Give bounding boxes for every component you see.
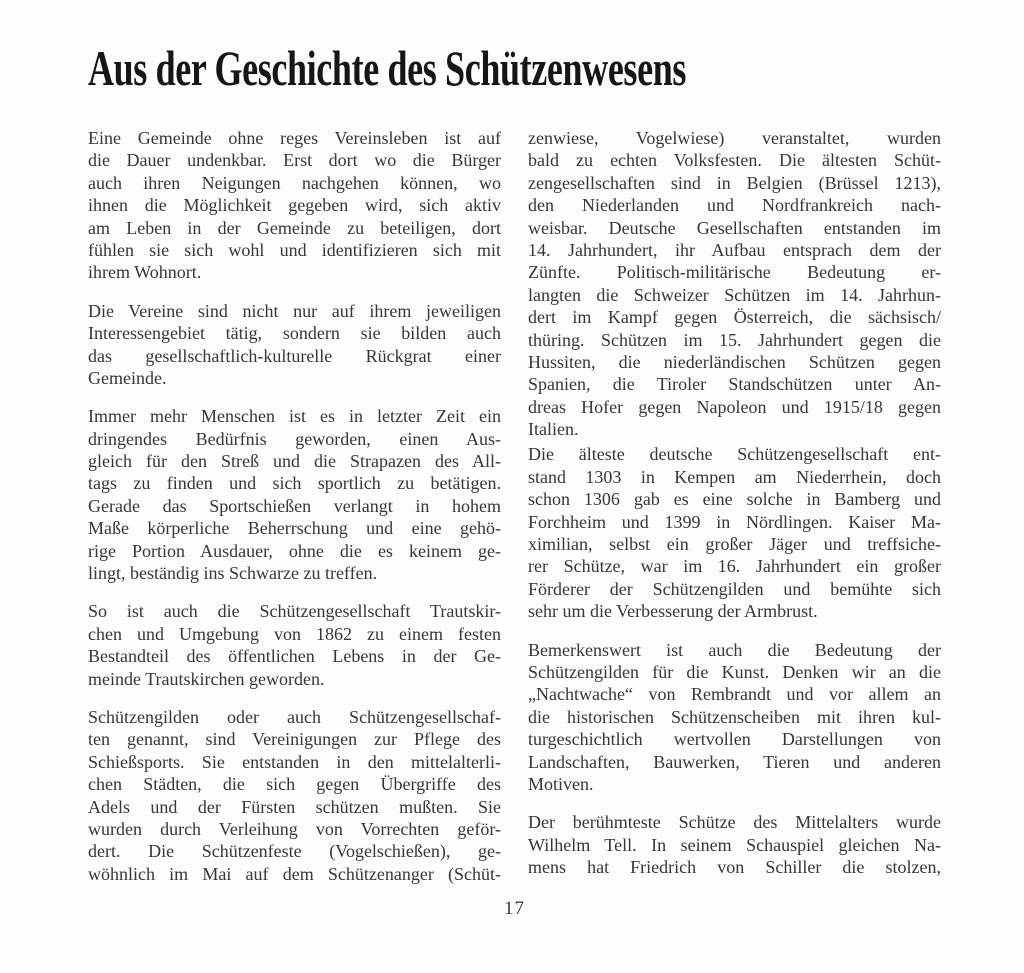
page-number: 17: [504, 898, 525, 919]
text-line: Zünfte. Politisch-militärische Bedeutung er-: [528, 262, 941, 283]
text-line: Bestandteil des öffentlichen Lebens in der Ge-: [88, 646, 501, 667]
paragraph: [528, 127, 941, 440]
page-title: Aus der Geschichte des Schützenwesens: [88, 40, 687, 96]
text-line: bald zu echten Volksfesten. Die ältesten Schüt-: [528, 150, 941, 171]
text-line: lingt, beständig ins Schwarze zu treffen.: [88, 563, 378, 584]
paragraph: [528, 811, 941, 878]
text-line: zenwiese, Vogelwiese) veranstaltet, wurden: [528, 128, 941, 148]
text-line: chen und Umgebung von 1862 zu einem festen: [88, 623, 501, 644]
text-line: Schützengilden für die Kunst. Denken wir an die: [528, 661, 941, 682]
text-line: Gemeinde.: [88, 367, 167, 388]
text-columns: [88, 127, 941, 901]
text-line: ihrem Wohnort.: [88, 262, 202, 283]
text-line: Motiven.: [528, 773, 594, 794]
text-line: „Nachtwache“ von Rembrandt und vor allem an: [528, 684, 941, 705]
text-line: dringendes Bedürfnis geworden, einen Aus-: [88, 428, 501, 449]
text-line: 14. Jahrhundert, ihr Aufbau entsprach dem der: [528, 239, 941, 260]
paragraph: [528, 443, 941, 622]
text-line: mens hat Friedrich von Schiller die stolzen,: [528, 857, 941, 878]
text-line: turgeschichtlich wertvollen Darstellungen von: [528, 729, 941, 750]
text-line: die historischen Schützenscheiben mit ihren kul-: [528, 706, 941, 727]
text-line: Spanien, die Tiroler Standschützen unter An-: [528, 374, 941, 395]
text-line: Landschaften, Bauwerken, Tieren und anderen: [528, 751, 941, 772]
text-line: am Leben in der Gemeinde zu beteiligen, dort: [88, 217, 501, 238]
text-line: tags zu finden und sich sportlich zu betätigen.: [88, 473, 501, 494]
text-line: meinde Trautskirchen geworden.: [88, 668, 325, 689]
page-footer: [88, 898, 941, 920]
paragraph: [88, 127, 501, 284]
text-line: So ist auch die Schützengesellschaft Trautskir-: [88, 601, 501, 622]
text-line: Eine Gemeinde ohne reges Vereinsleben ist auf: [88, 128, 501, 148]
paragraph: [88, 706, 501, 885]
text-line: Die älteste deutsche Schützengesellschaft ent-: [528, 444, 941, 465]
text-line: den Niederlanden und Nordfrankreich nach-: [528, 195, 941, 216]
right-column: [528, 127, 941, 901]
text-line: dreas Hofer gegen Napoleon und 1915/18 gegen: [528, 396, 941, 417]
text-line: ten genannt, sind Vereinigungen zur Pflege des: [88, 729, 501, 750]
text-line: thüring. Schützen im 15. Jahrhundert gegen die: [528, 329, 941, 350]
text-line: Hussiten, die niederländischen Schützen gegen: [528, 351, 941, 372]
text-line: Immer mehr Menschen ist es in letzter Zeit ein: [88, 406, 501, 427]
text-line: sehr um die Verbesserung der Armbrust.: [528, 601, 818, 622]
text-line: Forchheim und 1399 in Nördlingen. Kaiser Ma-: [528, 511, 941, 532]
text-line: die Dauer undenkbar. Erst dort wo die Bürger: [88, 150, 501, 171]
text-line: Italien.: [528, 419, 579, 440]
text-line: Der berühmteste Schütze des Mittelalters wurde: [528, 812, 941, 833]
text-line: Interessengebiet tätig, sondern sie bilden auch: [88, 323, 501, 344]
text-line: Schießsports. Sie entstanden in den mittelalterli-: [88, 751, 501, 772]
text-line: Bemerkenswert ist auch die Bedeutung der: [528, 639, 941, 660]
text-line: schon 1306 gab es eine solche in Bamberg und: [528, 489, 941, 510]
text-line: chen Städten, die sich gegen Übergriffe des: [88, 774, 501, 795]
text-line: zengesellschaften sind in Belgien (Brüssel 1213),: [528, 172, 941, 193]
text-line: Adels und der Fürsten schützen mußten. Sie: [88, 796, 501, 817]
text-line: Wilhelm Tell. In seinem Schauspiel gleichen Na-: [528, 834, 941, 855]
text-line: dert. Die Schützenfeste (Vogelschießen), ge-: [88, 841, 501, 862]
text-line: stand 1303 in Kempen am Niederrhein, doch: [528, 466, 941, 487]
text-line: das gesellschaftlich-kulturelle Rückgrat einer: [88, 345, 501, 366]
paragraph: [528, 639, 941, 796]
text-line: rer Schütze, war im 16. Jahrhundert ein großer: [528, 556, 941, 577]
text-line: fühlen sie sich wohl und identifizieren sich mit: [88, 239, 501, 260]
text-line: auch ihren Neigungen nachgehen können, wo: [88, 172, 501, 193]
text-line: Die Vereine sind nicht nur auf ihrem jeweiligen: [88, 300, 501, 321]
paragraph: [88, 600, 501, 690]
text-line: wöhnlich im Mai auf dem Schützenanger (Schüt-: [88, 863, 501, 884]
text-line: rige Portion Ausdauer, ohne die es keinem ge-: [88, 540, 501, 561]
text-line: weisbar. Deutsche Gesellschaften entstanden im: [528, 217, 941, 238]
text-line: dert im Kampf gegen Österreich, die sächsisch/: [528, 307, 941, 328]
paragraph: [88, 300, 501, 390]
text-line: Schützengilden oder auch Schützengesellschaf-: [88, 706, 501, 727]
text-line: Maße körperliche Beherrschung und eine gehö-: [88, 518, 501, 539]
text-line: gleich für den Streß und die Strapazen des All-: [88, 451, 501, 472]
text-line: ximilian, selbst ein großer Jäger und treffsiche-: [528, 534, 941, 555]
text-line: Förderer der Schützengilden und bemühte sich: [528, 578, 941, 599]
text-line: ihnen die Möglichkeit gegeben wird, sich aktiv: [88, 195, 501, 216]
text-line: langten die Schweizer Schützen im 14. Jahrhun-: [528, 284, 941, 305]
text-line: Gerade das Sportschießen verlangt in hohem: [88, 495, 501, 516]
left-column: [88, 127, 501, 901]
text-line: wurden durch Verleihung von Vorrechten geför-: [88, 818, 501, 839]
paragraph: [88, 405, 501, 584]
